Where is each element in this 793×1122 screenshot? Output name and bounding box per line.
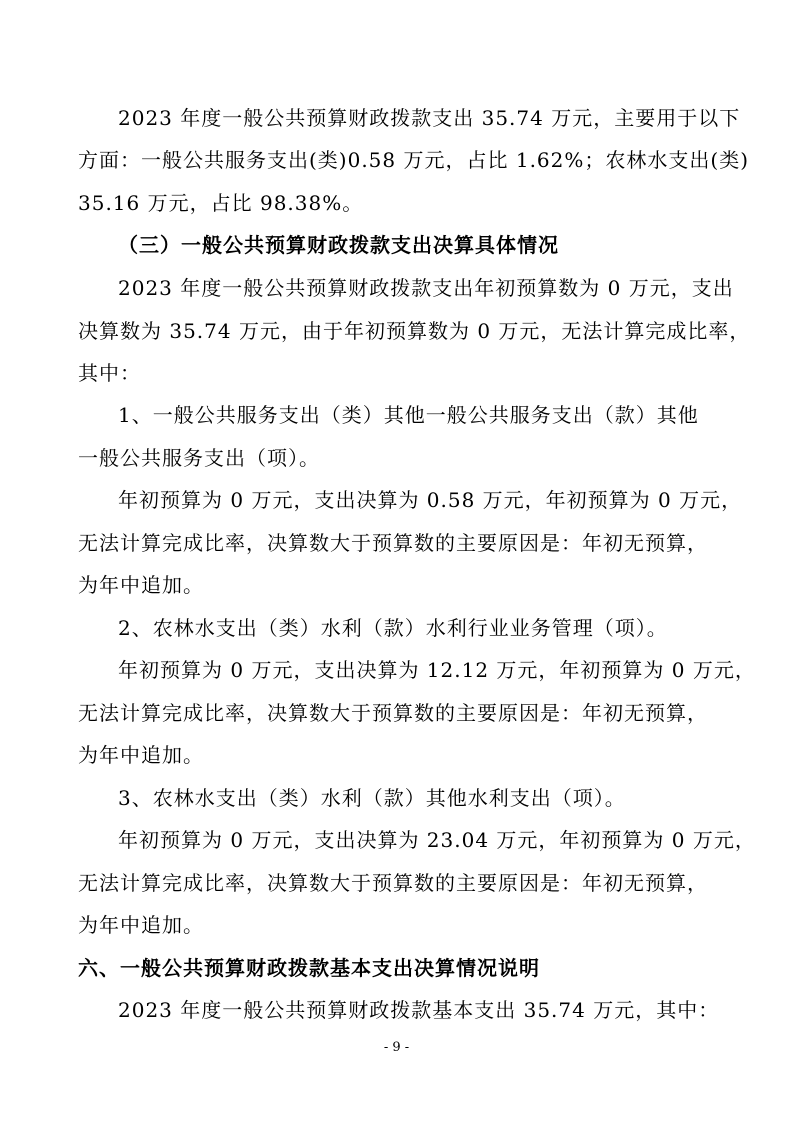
paragraph-line: 为年中追加。: [78, 743, 204, 767]
paragraph-line: 无法计算完成比率，决算数大于预算数的主要原因是：年初无预算，: [78, 871, 708, 895]
section-heading: （三）一般公共预算财政拨款支出决算具体情况: [118, 233, 559, 257]
paragraph-line: 年初预算为 0 万元，支出决算为 0.58 万元，年初预算为 0 万元，: [118, 488, 743, 512]
paragraph-line: 年初预算为 0 万元，支出决算为 23.04 万元，年初预算为 0 万元，: [118, 828, 756, 852]
paragraph-line: 无法计算完成比率，决算数大于预算数的主要原因是：年初无预算，: [78, 701, 708, 725]
section-heading: 六、一般公共预算财政拨款基本支出决算情况说明: [78, 956, 540, 980]
paragraph-line: 为年中追加。: [78, 913, 204, 937]
paragraph-line: 2023 年度一般公共预算财政拨款基本支出 35.74 万元，其中：: [118, 998, 720, 1022]
paragraph-line: 无法计算完成比率，决算数大于预算数的主要原因是：年初无预算，: [78, 531, 708, 555]
paragraph-line: 其中：: [78, 361, 141, 385]
list-item-line: 2、农林水支出（类）水利（款）水利行业业务管理（项）。: [118, 616, 668, 640]
list-item-line: 1、一般公共服务支出（类）其他一般公共服务支出（款）其他: [118, 403, 699, 427]
paragraph-line: 为年中追加。: [78, 573, 204, 597]
list-item-line: 一般公共服务支出（项）。: [78, 446, 320, 470]
paragraph-line: 2023 年度一般公共预算财政拨款支出年初预算数为 0 万元，支出: [118, 276, 734, 300]
paragraph-line: 年初预算为 0 万元，支出决算为 12.12 万元，年初预算为 0 万元，: [118, 658, 756, 682]
page-number: - 9 -: [383, 1040, 410, 1055]
paragraph-line: 2023 年度一般公共预算财政拨款支出 35.74 万元，主要用于以下: [118, 106, 741, 130]
paragraph-line: 方面：一般公共服务支出(类)0.58 万元，占比 1.62%；农林水支出(类): [78, 148, 749, 172]
paragraph-line: 决算数为 35.74 万元，由于年初预算数为 0 万元，无法计算完成比率，: [78, 319, 751, 343]
paragraph-line: 35.16 万元，占比 98.38%。: [78, 191, 364, 215]
list-item-line: 3、农林水支出（类）水利（款）其他水利支出（项）。: [118, 786, 626, 810]
